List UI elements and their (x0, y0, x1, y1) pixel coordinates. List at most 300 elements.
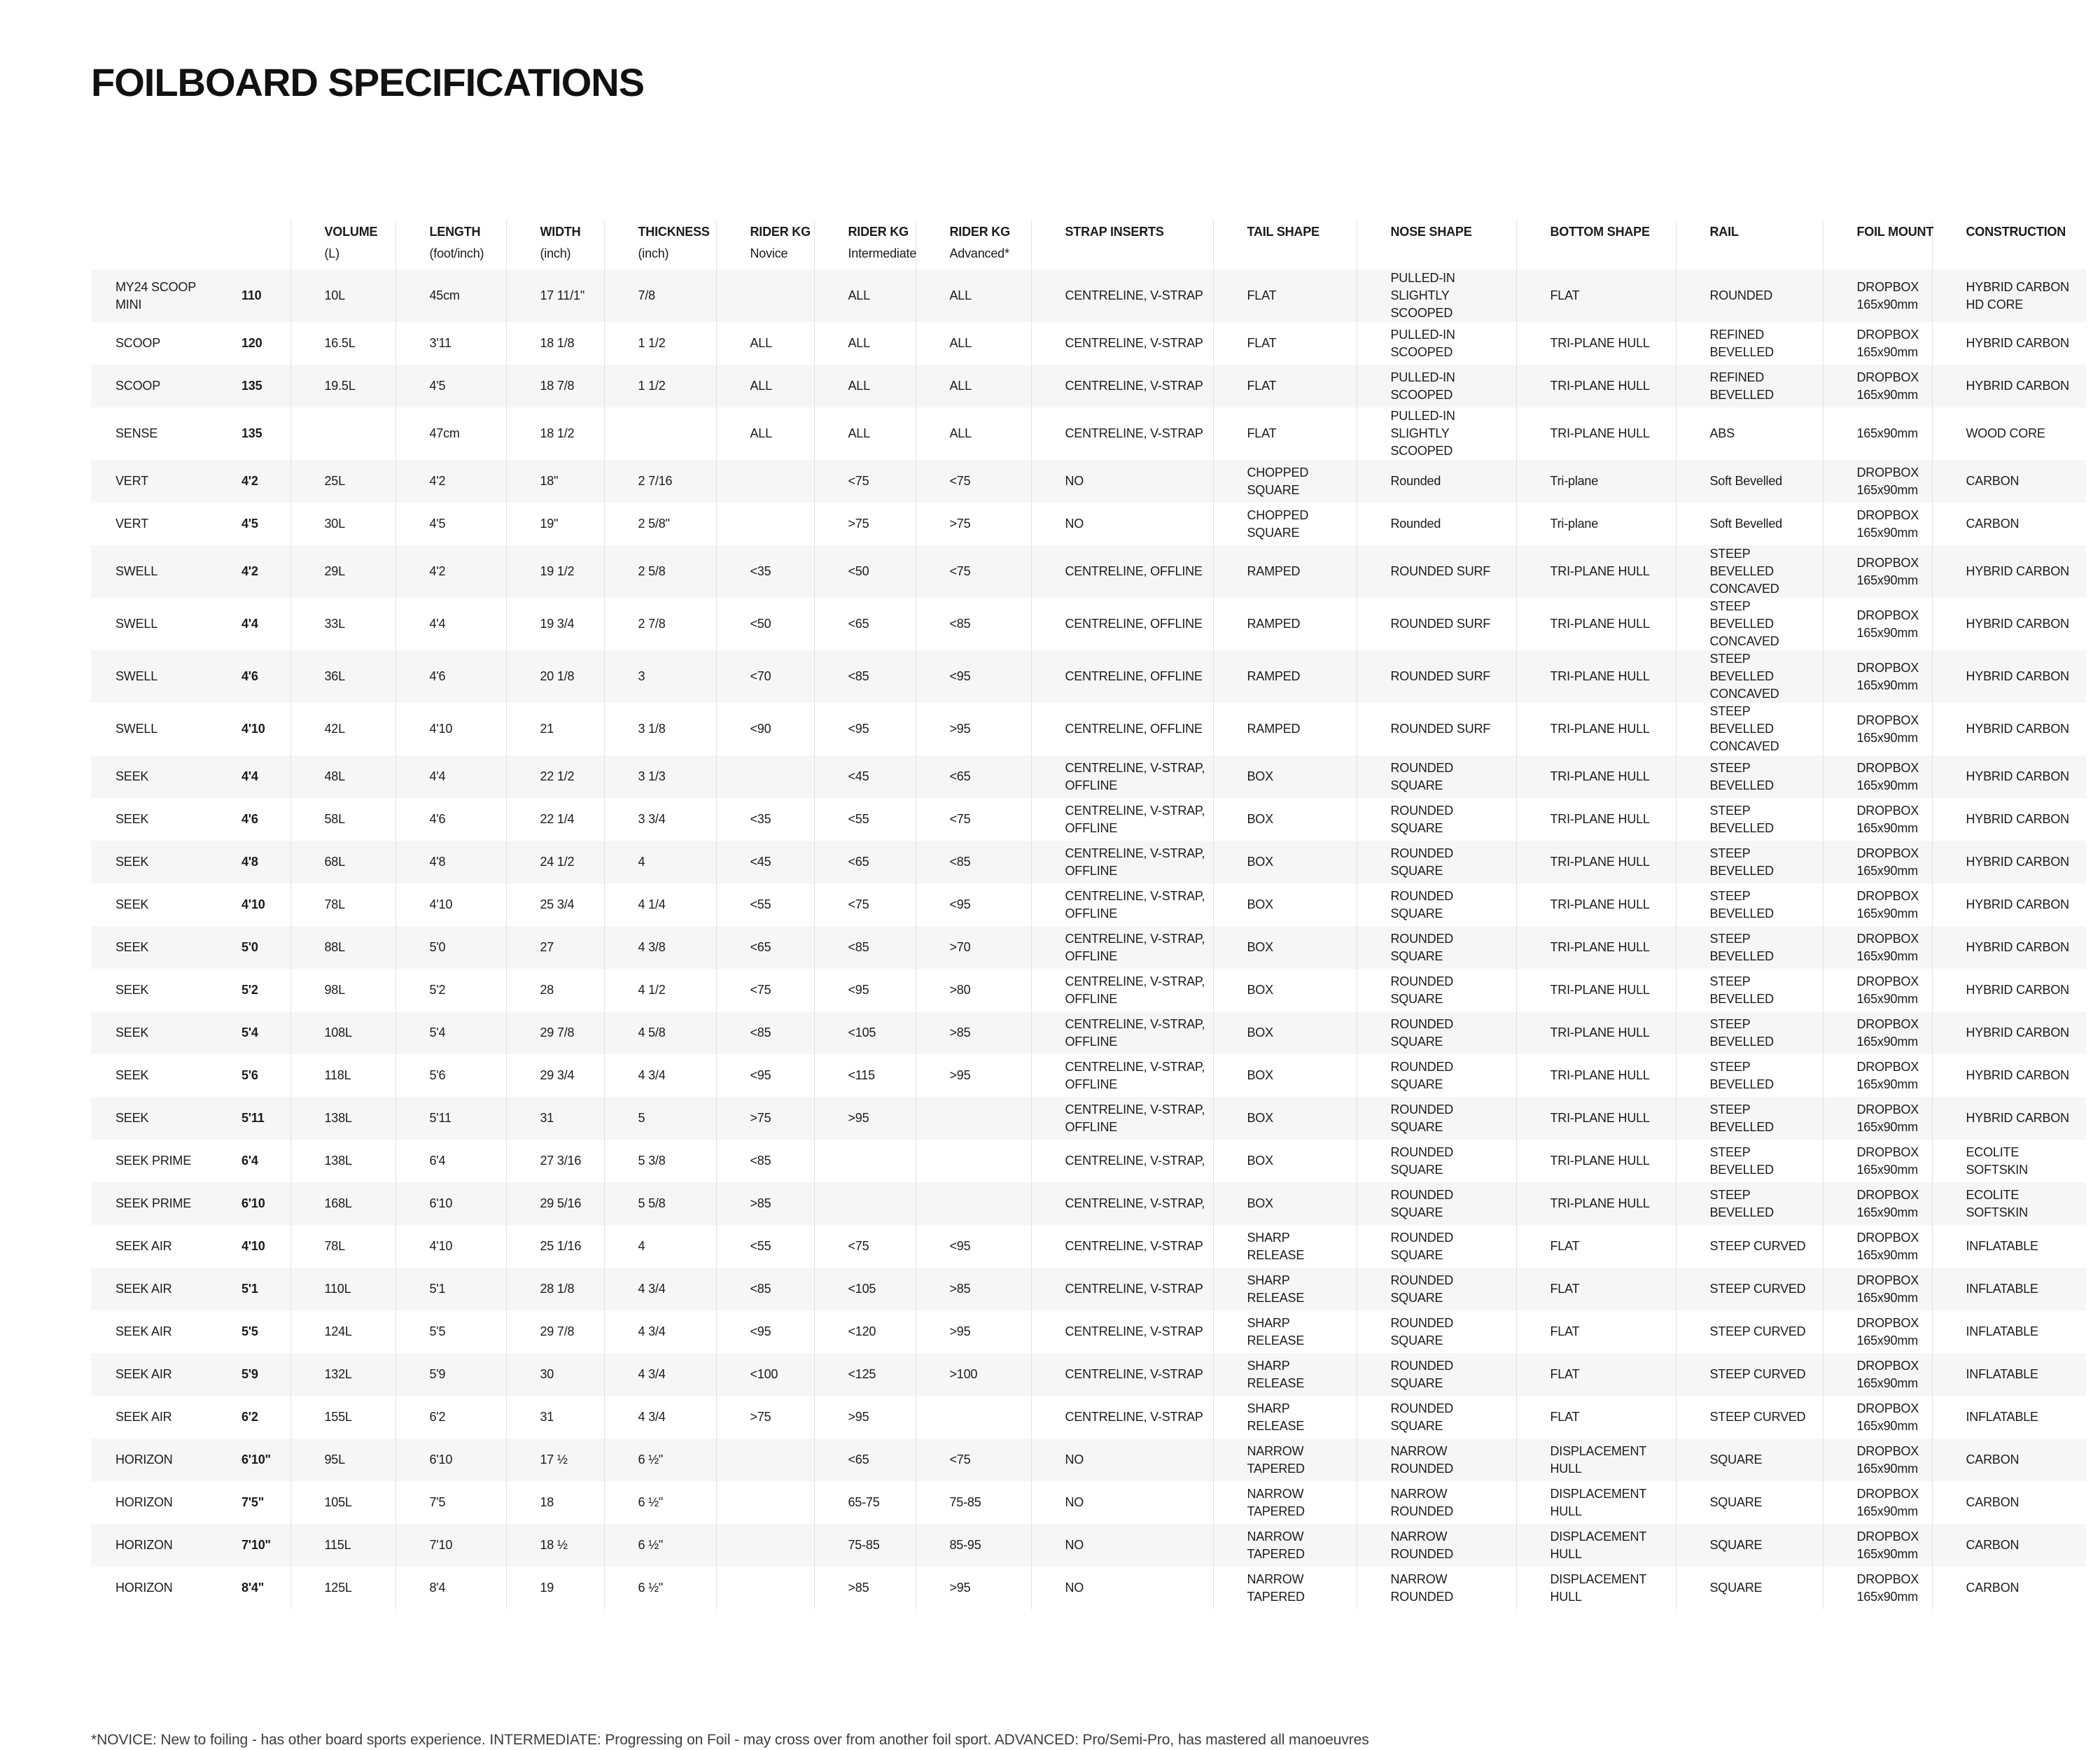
cell-bottom-shape: Tri-plane (1516, 503, 1676, 545)
cell-rail: STEEP BEVELLED (1676, 1011, 1823, 1054)
cell-nose-shape: ROUNDED SQUARE (1357, 1310, 1516, 1353)
cell-width: 27 (506, 926, 604, 969)
cell-foil-mount: DROPBOX 165x90mm (1823, 1054, 1932, 1097)
cell-foil-mount: DROPBOX 165x90mm (1823, 1225, 1932, 1268)
cell-model: VERT (115, 517, 148, 531)
cell-bottom-shape: TRI-PLANE HULL (1516, 1097, 1676, 1140)
cell-thickness: 4 3/4 (604, 1396, 716, 1438)
cell-volume: 78L (290, 1225, 396, 1268)
cell-bottom-shape: FLAT (1516, 1225, 1676, 1268)
cell-rider-kg-novice: <55 (716, 1225, 814, 1268)
cell-model: SEEK PRIME (115, 1196, 192, 1210)
cell-rail: REFINED BEVELLED (1676, 322, 1823, 365)
column-header-nose-shape (1357, 220, 1516, 270)
cell-rail: SQUARE (1676, 1438, 1823, 1481)
cell-construction: HYBRID CARBON (1932, 365, 2086, 407)
column-label: RAIL (1709, 225, 1739, 239)
column-header-rider-kg-advanced (916, 220, 1031, 270)
cell-thickness: 4 1/2 (604, 969, 716, 1011)
cell-rider-kg-intermediate: ALL (814, 322, 916, 365)
cell-tail-shape: RAMPED (1213, 650, 1357, 703)
cell-length: 5'9 (396, 1353, 506, 1396)
page-title: FOILBOARD SPECIFICATIONS (91, 60, 645, 104)
table-row (91, 1524, 2086, 1567)
cell-rail: STEEP BEVELLED (1676, 883, 1823, 926)
cell-length: 6'4 (396, 1140, 506, 1182)
column-header-rider-kg-intermediate (814, 220, 916, 270)
table-row (91, 1225, 2086, 1268)
cell-bottom-shape: TRI-PLANE HULL (1516, 841, 1676, 883)
cell-nose-shape: PULLED-IN SCOOPED (1357, 365, 1516, 407)
column-header-rider-kg-novice (716, 220, 814, 270)
cell-strap-inserts: CENTRELINE, V-STRAP (1031, 1396, 1213, 1438)
cell-rider-kg-advanced: <65 (916, 755, 1031, 798)
cell-nose-shape: ROUNDED SURF (1357, 545, 1516, 598)
cell-rail: STEEP BEVELLED CONCAVED (1676, 545, 1823, 598)
cell-rider-kg-novice (716, 755, 814, 798)
table-row (91, 1011, 2086, 1054)
cell-nose-shape: ROUNDED SQUARE (1357, 1054, 1516, 1097)
cell-rider-kg-novice: ALL (716, 365, 814, 407)
cell-volume: 29L (290, 545, 396, 598)
cell-size: 8'4" (241, 1581, 265, 1595)
cell-model: HORIZON (115, 1495, 173, 1509)
cell-foil-mount: DROPBOX 165x90mm (1823, 365, 1932, 407)
cell-foil-mount: DROPBOX 165x90mm (1823, 798, 1932, 841)
cell-rider-kg-intermediate: <65 (814, 1438, 916, 1481)
table-row (91, 926, 2086, 969)
cell-size: 4'4 (241, 769, 258, 783)
cell-length: 5'11 (396, 1097, 506, 1140)
column-label: RIDER KG (848, 225, 909, 239)
cell-rider-kg-intermediate: <75 (814, 460, 916, 503)
column-header-tail-shape (1213, 220, 1357, 270)
cell-bottom-shape: TRI-PLANE HULL (1516, 1054, 1676, 1097)
cell-rider-kg-intermediate: ALL (814, 365, 916, 407)
cell-foil-mount: 165x90mm (1823, 407, 1932, 460)
cell-size: 4'10 (241, 897, 265, 911)
cell-volume: 19.5L (290, 365, 396, 407)
cell-foil-mount: DROPBOX 165x90mm (1823, 1481, 1932, 1524)
cell-length: 45cm (396, 270, 506, 322)
column-label: BOTTOM SHAPE (1550, 225, 1650, 239)
cell-rail: STEEP BEVELLED (1676, 969, 1823, 1011)
cell-tail-shape: NARROW TAPERED (1213, 1438, 1357, 1481)
cell-size: 6'10 (241, 1196, 265, 1210)
column-header-rail (1676, 220, 1823, 270)
cell-tail-shape: FLAT (1213, 270, 1357, 322)
cell-model: SWELL (115, 669, 158, 683)
table-row (91, 1567, 2086, 1609)
cell-foil-mount: DROPBOX 165x90mm (1823, 1567, 1932, 1609)
cell-thickness: 2 5/8" (604, 503, 716, 545)
cell-strap-inserts: CENTRELINE, V-STRAP (1031, 1268, 1213, 1310)
cell-thickness: 3 (604, 650, 716, 703)
cell-rider-kg-advanced: <75 (916, 460, 1031, 503)
table-row (91, 598, 2086, 650)
table-row (91, 270, 2086, 322)
cell-volume: 16.5L (290, 322, 396, 365)
cell-thickness: 2 7/8 (604, 598, 716, 650)
cell-rider-kg-advanced: >85 (916, 1268, 1031, 1310)
table-row (91, 1097, 2086, 1140)
cell-size: 4'6 (241, 812, 258, 826)
cell-rail: SQUARE (1676, 1481, 1823, 1524)
cell-rider-kg-advanced: >95 (916, 1567, 1031, 1609)
cell-rail: STEEP CURVED (1676, 1353, 1823, 1396)
cell-rider-kg-advanced (916, 1140, 1031, 1182)
cell-rider-kg-novice: >75 (716, 1396, 814, 1438)
cell-rail: STEEP CURVED (1676, 1396, 1823, 1438)
cell-length: 4'10 (396, 883, 506, 926)
cell-model: SEEK (115, 897, 149, 911)
column-label: RIDER KG (750, 225, 811, 239)
cell-bottom-shape: TRI-PLANE HULL (1516, 883, 1676, 926)
cell-length: 5'6 (396, 1054, 506, 1097)
cell-width: 19 3/4 (506, 598, 604, 650)
cell-model: MY24 SCOOP MINI (115, 279, 196, 312)
column-label: TAIL SHAPE (1247, 225, 1320, 239)
table-row (91, 650, 2086, 703)
cell-rider-kg-intermediate: <65 (814, 598, 916, 650)
cell-volume: 42L (290, 703, 396, 755)
cell-strap-inserts: NO (1031, 460, 1213, 503)
cell-rider-kg-intermediate: <65 (814, 841, 916, 883)
cell-size: 135 (241, 426, 262, 440)
cell-length: 4'4 (396, 598, 506, 650)
cell-rider-kg-novice: <95 (716, 1054, 814, 1097)
cell-tail-shape: BOX (1213, 755, 1357, 798)
cell-size: 4'4 (241, 617, 258, 631)
cell-volume: 78L (290, 883, 396, 926)
cell-length: 6'10 (396, 1438, 506, 1481)
column-label: STRAP INSERTS (1065, 225, 1164, 239)
cell-tail-shape: BOX (1213, 883, 1357, 926)
cell-nose-shape: NARROW ROUNDED (1357, 1481, 1516, 1524)
cell-width: 18 1/8 (506, 322, 604, 365)
cell-model: SWELL (115, 617, 158, 631)
cell-rider-kg-novice: <75 (716, 969, 814, 1011)
cell-construction: INFLATABLE (1932, 1268, 2086, 1310)
cell-rider-kg-advanced: ALL (916, 365, 1031, 407)
cell-size: 4'2 (241, 474, 258, 488)
cell-tail-shape: BOX (1213, 798, 1357, 841)
cell-tail-shape: BOX (1213, 1140, 1357, 1182)
cell-thickness: 4 (604, 841, 716, 883)
cell-width: 19 (506, 1567, 604, 1609)
cell-nose-shape: ROUNDED SQUARE (1357, 798, 1516, 841)
cell-model: SEEK (115, 855, 149, 869)
cell-bottom-shape: TRI-PLANE HULL (1516, 703, 1676, 755)
cell-bottom-shape: TRI-PLANE HULL (1516, 650, 1676, 703)
cell-thickness: 3 1/8 (604, 703, 716, 755)
cell-rail: ABS (1676, 407, 1823, 460)
cell-rider-kg-intermediate: <120 (814, 1310, 916, 1353)
cell-foil-mount: DROPBOX 165x90mm (1823, 841, 1932, 883)
column-label: LENGTH (429, 225, 481, 239)
cell-construction: CARBON (1932, 1567, 2086, 1609)
cell-construction: HYBRID CARBON (1932, 926, 2086, 969)
cell-nose-shape: PULLED-IN SLIGHTLY SCOOPED (1357, 407, 1516, 460)
column-label: VOLUME (324, 225, 378, 239)
cell-bottom-shape: TRI-PLANE HULL (1516, 926, 1676, 969)
cell-volume: 155L (290, 1396, 396, 1438)
cell-model: SEEK AIR (115, 1239, 172, 1253)
cell-tail-shape: NARROW TAPERED (1213, 1567, 1357, 1609)
cell-rail: STEEP BEVELLED (1676, 1140, 1823, 1182)
cell-width: 25 3/4 (506, 883, 604, 926)
cell-length: 6'10 (396, 1182, 506, 1225)
cell-rail: STEEP BEVELLED (1676, 798, 1823, 841)
cell-size: 4'10 (241, 1239, 265, 1253)
table-row (91, 1310, 2086, 1353)
cell-thickness: 6 ½" (604, 1524, 716, 1567)
cell-strap-inserts: CENTRELINE, OFFLINE (1031, 545, 1213, 598)
cell-tail-shape: SHARP RELEASE (1213, 1396, 1357, 1438)
cell-thickness: 4 3/4 (604, 1353, 716, 1396)
cell-rider-kg-intermediate: ALL (814, 407, 916, 460)
cell-rider-kg-intermediate: <85 (814, 650, 916, 703)
cell-thickness: 4 1/4 (604, 883, 716, 926)
cell-nose-shape: ROUNDED SQUARE (1357, 841, 1516, 883)
cell-tail-shape: SHARP RELEASE (1213, 1268, 1357, 1310)
cell-strap-inserts: CENTRELINE, V-STRAP (1031, 407, 1213, 460)
cell-rail: STEEP BEVELLED (1676, 1054, 1823, 1097)
cell-width: 22 1/4 (506, 798, 604, 841)
cell-nose-shape: ROUNDED SQUARE (1357, 1353, 1516, 1396)
cell-length: 4'2 (396, 545, 506, 598)
cell-rider-kg-intermediate: <85 (814, 926, 916, 969)
cell-length: 5'5 (396, 1310, 506, 1353)
cell-strap-inserts: CENTRELINE, V-STRAP (1031, 1225, 1213, 1268)
cell-nose-shape: ROUNDED SQUARE (1357, 926, 1516, 969)
cell-bottom-shape: TRI-PLANE HULL (1516, 598, 1676, 650)
cell-width: 18 1/2 (506, 407, 604, 460)
cell-width: 25 1/16 (506, 1225, 604, 1268)
cell-rider-kg-intermediate: <95 (814, 969, 916, 1011)
cell-construction: ECOLITE SOFTSKIN (1932, 1140, 2086, 1182)
cell-rider-kg-intermediate: 65-75 (814, 1481, 916, 1524)
cell-rider-kg-novice: <35 (716, 545, 814, 598)
cell-volume: 36L (290, 650, 396, 703)
table-row (91, 1438, 2086, 1481)
cell-nose-shape: ROUNDED SURF (1357, 650, 1516, 703)
cell-rider-kg-novice: >75 (716, 1097, 814, 1140)
column-header-model (91, 220, 224, 270)
cell-strap-inserts: CENTRELINE, V-STRAP, OFFLINE (1031, 841, 1213, 883)
cell-model: SCOOP (115, 379, 161, 393)
cell-thickness (604, 407, 716, 460)
cell-volume: 58L (290, 798, 396, 841)
cell-tail-shape: NARROW TAPERED (1213, 1481, 1357, 1524)
cell-foil-mount: DROPBOX 165x90mm (1823, 1396, 1932, 1438)
cell-size: 4'8 (241, 855, 258, 869)
cell-rider-kg-advanced (916, 1396, 1031, 1438)
cell-size: 4'6 (241, 669, 258, 683)
cell-bottom-shape: FLAT (1516, 270, 1676, 322)
cell-rider-kg-novice: ALL (716, 407, 814, 460)
cell-rider-kg-novice (716, 1438, 814, 1481)
cell-rider-kg-intermediate: >95 (814, 1097, 916, 1140)
column-label: NOSE SHAPE (1390, 225, 1472, 239)
cell-model: SEEK (115, 1026, 149, 1040)
cell-bottom-shape: TRI-PLANE HULL (1516, 755, 1676, 798)
cell-thickness: 5 3/8 (604, 1140, 716, 1182)
cell-foil-mount: DROPBOX 165x90mm (1823, 270, 1932, 322)
column-header-width (506, 220, 604, 270)
cell-construction: HYBRID CARBON (1932, 1054, 2086, 1097)
cell-nose-shape: ROUNDED SQUARE (1357, 1225, 1516, 1268)
cell-strap-inserts: CENTRELINE, V-STRAP, OFFLINE (1031, 926, 1213, 969)
cell-nose-shape: NARROW ROUNDED (1357, 1567, 1516, 1609)
cell-rider-kg-intermediate: >75 (814, 503, 916, 545)
cell-model: SEEK (115, 812, 149, 826)
cell-model: VERT (115, 474, 148, 488)
cell-rider-kg-novice: <50 (716, 598, 814, 650)
cell-volume: 168L (290, 1182, 396, 1225)
cell-thickness: 3 1/3 (604, 755, 716, 798)
cell-volume: 138L (290, 1140, 396, 1182)
cell-strap-inserts: CENTRELINE, V-STRAP, (1031, 1140, 1213, 1182)
table-row (91, 1396, 2086, 1438)
cell-nose-shape: PULLED-IN SLIGHTLY SCOOPED (1357, 270, 1516, 322)
cell-rider-kg-advanced: >75 (916, 503, 1031, 545)
cell-construction: ECOLITE SOFTSKIN (1932, 1182, 2086, 1225)
cell-foil-mount: DROPBOX 165x90mm (1823, 1182, 1932, 1225)
cell-foil-mount: DROPBOX 165x90mm (1823, 503, 1932, 545)
cell-nose-shape: ROUNDED SQUARE (1357, 1011, 1516, 1054)
cell-size: 135 (241, 379, 262, 393)
cell-volume: 30L (290, 503, 396, 545)
cell-size: 5'6 (241, 1068, 258, 1082)
cell-nose-shape: NARROW ROUNDED (1357, 1438, 1516, 1481)
cell-construction: CARBON (1932, 503, 2086, 545)
cell-nose-shape: Rounded (1357, 503, 1516, 545)
cell-model: SEEK AIR (115, 1324, 172, 1338)
cell-volume: 98L (290, 969, 396, 1011)
cell-model: SEEK PRIME (115, 1154, 192, 1168)
cell-thickness: 4 3/4 (604, 1054, 716, 1097)
table-row (91, 703, 2086, 755)
cell-rail: STEEP BEVELLED (1676, 841, 1823, 883)
cell-construction: HYBRID CARBON (1932, 1097, 2086, 1140)
cell-construction: HYBRID CARBON (1932, 841, 2086, 883)
cell-foil-mount: DROPBOX 165x90mm (1823, 703, 1932, 755)
cell-rail: STEEP BEVELLED CONCAVED (1676, 703, 1823, 755)
table-row (91, 407, 2086, 460)
cell-rider-kg-advanced: <75 (916, 1438, 1031, 1481)
cell-foil-mount: DROPBOX 165x90mm (1823, 322, 1932, 365)
column-header-bottom-shape (1516, 220, 1676, 270)
cell-rail: STEEP CURVED (1676, 1310, 1823, 1353)
cell-strap-inserts: CENTRELINE, V-STRAP (1031, 1353, 1213, 1396)
cell-construction: CARBON (1932, 1438, 2086, 1481)
cell-tail-shape: FLAT (1213, 322, 1357, 365)
column-header-size (224, 220, 290, 270)
cell-strap-inserts: CENTRELINE, V-STRAP (1031, 365, 1213, 407)
cell-model: SEEK AIR (115, 1282, 172, 1296)
cell-model: HORIZON (115, 1538, 173, 1552)
cell-bottom-shape: TRI-PLANE HULL (1516, 1140, 1676, 1182)
cell-rider-kg-intermediate: <95 (814, 703, 916, 755)
cell-width: 29 7/8 (506, 1310, 604, 1353)
cell-construction: HYBRID CARBON (1932, 1011, 2086, 1054)
cell-width: 19 1/2 (506, 545, 604, 598)
cell-tail-shape: RAMPED (1213, 703, 1357, 755)
cell-foil-mount: DROPBOX 165x90mm (1823, 1310, 1932, 1353)
cell-construction: HYBRID CARBON (1932, 650, 2086, 703)
cell-strap-inserts: CENTRELINE, V-STRAP, OFFLINE (1031, 1054, 1213, 1097)
cell-bottom-shape: FLAT (1516, 1310, 1676, 1353)
cell-construction: HYBRID CARBON HD CORE (1932, 270, 2086, 322)
cell-strap-inserts: CENTRELINE, V-STRAP, OFFLINE (1031, 755, 1213, 798)
cell-construction: INFLATABLE (1932, 1310, 2086, 1353)
cell-size: 110 (241, 288, 262, 302)
cell-volume: 132L (290, 1353, 396, 1396)
cell-rider-kg-advanced: ALL (916, 322, 1031, 365)
footnote: *NOVICE: New to foiling - has other board sports experience. INTERMEDIATE: Progressing on Foil - may cross over from another foil sport. ADVANCED: Pro/Semi-Pro, has mastered all manoeuvres (91, 1732, 1369, 1748)
table-row (91, 1481, 2086, 1524)
cell-rider-kg-novice: <35 (716, 798, 814, 841)
cell-bottom-shape: TRI-PLANE HULL (1516, 322, 1676, 365)
cell-foil-mount: DROPBOX 165x90mm (1823, 883, 1932, 926)
cell-length: 3'11 (396, 322, 506, 365)
cell-width: 24 1/2 (506, 841, 604, 883)
cell-construction: CARBON (1932, 460, 2086, 503)
cell-size: 5'9 (241, 1367, 258, 1381)
table-row (91, 969, 2086, 1011)
cell-size: 5'1 (241, 1282, 258, 1296)
cell-length: 4'5 (396, 365, 506, 407)
cell-size: 5'11 (241, 1111, 265, 1125)
cell-strap-inserts: NO (1031, 1438, 1213, 1481)
cell-rider-kg-novice (716, 1481, 814, 1524)
cell-width: 22 1/2 (506, 755, 604, 798)
cell-rider-kg-novice (716, 460, 814, 503)
cell-tail-shape: FLAT (1213, 365, 1357, 407)
cell-width: 21 (506, 703, 604, 755)
column-header-foil-mount (1823, 220, 1932, 270)
cell-volume: 95L (290, 1438, 396, 1481)
cell-rail: STEEP CURVED (1676, 1268, 1823, 1310)
table-row (91, 322, 2086, 365)
cell-tail-shape: FLAT (1213, 407, 1357, 460)
cell-model: SEEK AIR (115, 1410, 172, 1424)
cell-rider-kg-novice: >85 (716, 1182, 814, 1225)
column-sublabel: (inch) (540, 246, 571, 260)
cell-foil-mount: DROPBOX 165x90mm (1823, 926, 1932, 969)
cell-length: 5'1 (396, 1268, 506, 1310)
cell-construction: HYBRID CARBON (1932, 598, 2086, 650)
cell-rider-kg-advanced: >100 (916, 1353, 1031, 1396)
cell-model: HORIZON (115, 1452, 173, 1466)
cell-model: SEEK (115, 983, 149, 997)
cell-rider-kg-novice: <70 (716, 650, 814, 703)
cell-rider-kg-advanced: <75 (916, 798, 1031, 841)
cell-volume: 48L (290, 755, 396, 798)
cell-nose-shape: Rounded (1357, 460, 1516, 503)
column-sublabel: (L) (324, 246, 340, 260)
cell-model: SEEK (115, 1068, 149, 1082)
cell-length: 4'10 (396, 1225, 506, 1268)
cell-rail: STEEP BEVELLED (1676, 1182, 1823, 1225)
cell-foil-mount: DROPBOX 165x90mm (1823, 755, 1932, 798)
cell-width: 29 3/4 (506, 1054, 604, 1097)
cell-tail-shape: SHARP RELEASE (1213, 1310, 1357, 1353)
cell-rider-kg-intermediate: <105 (814, 1011, 916, 1054)
header-row (91, 220, 2086, 270)
cell-tail-shape: BOX (1213, 1097, 1357, 1140)
